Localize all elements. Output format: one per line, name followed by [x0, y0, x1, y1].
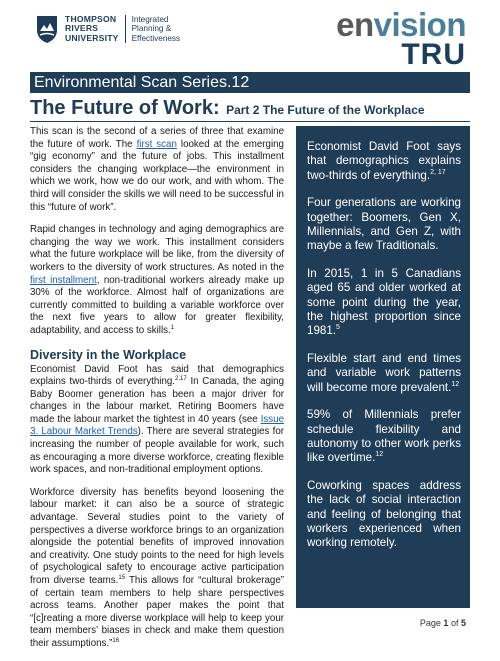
tru-logo — [34, 14, 180, 44]
first-scan-link[interactable]: first scan — [136, 138, 177, 150]
tru-emblem-icon — [34, 14, 60, 44]
page-number: Page 1 of 5 — [419, 618, 466, 628]
main-column — [30, 126, 284, 661]
sidebar-fact: Economist David Foot says that demographics explains two-thirds of everything.$^{2, 17}$ — [307, 140, 461, 182]
title-rule — [30, 121, 470, 122]
sidebar-fact: Coworking spaces address the lack of social interaction and feeling of belonging that workers experienced when working remotely. — [307, 478, 461, 550]
sidebar-fact: Flexible start and end times and variable work patterns will become more prevalent.$^{12}$ — [307, 351, 461, 394]
title-main: The Future of Work: — [30, 97, 220, 119]
intro-paragraph: This scan is the second of a series of three that examine the future of work. The first scan looked at the emerging “gig economy” and the future of jobs. This installment considers the changing workplace—the environment in which we work, how we do our work, and with whom. The third will consider the skills we will need to be successful in this “future of work”. — [30, 126, 284, 213]
logo-divider — [125, 15, 126, 43]
page-title — [30, 97, 470, 120]
benefits-paragraph: Workforce diversity has benefits beyond loosening the labour market: it can also be a source of strategic advantage. Several studies point to the variety of perspectives a diverse workforce brings to an organization alongside the potential benefits of improved innovation and creativity. One study points to the need for high levels of psychological safety to encourage active participation from diverse teams.$^{15}$ This allows for “cultural brokerage” of certain team members to help share perspectives across teams. Another paper makes the point that “[c]reating a more diverse workplace will help to keep your team members’ biases in check and make them question their assumptions.”$^{16}$ — [30, 486, 284, 649]
sidebar-fact: Four generations are working together: Boomers, Gen X, Millennials, and Gen Z, with maybe a few Traditionals. — [307, 196, 461, 253]
issue3-link[interactable]: Issue 3. Labour Market Trends — [30, 413, 284, 438]
unit-name: Integrated Planning & Effectiveness — [131, 14, 181, 43]
envision-tru-logo: envision TRU — [336, 6, 466, 71]
page-header — [0, 0, 500, 70]
facts-sidebar — [296, 126, 470, 608]
diversity-paragraph: Economist David Foot has said that demographics explains two-thirds of everything.$^{2,17}$ In Canada, the aging Baby Boomer generation has been a major driver for changes in the labour market. Retiring Boomers have made the labour market the tightest in 40 years (see Issue 3. Labour Market Trends). There are several strategies for increasing the number of people available for work, such as encouraging a more diverse workforce, creating flexible work spaces, and non-traditional employment options. — [30, 363, 285, 476]
first-installment-link[interactable]: first installment — [30, 274, 97, 286]
diversity-heading: Diversity in the Workplace — [30, 347, 187, 362]
sidebar-fact: 59% of Millennials prefer schedule flexibility and autonomy to other work perks like overtime.$^{12}$ — [307, 408, 461, 465]
context-paragraph: Rapid changes in technology and aging demographics are changing the way we work. This installment considers what the future workplace will be like, from the diversity of workers to the diversity of work structures. As noted in the first installment, non-traditional workers already make up 30% of the workforce. Almost half of organizations are currently committed to building a variable workforce over the next five years to allow for greater flexibility, adaptability, and access to skills.$^1$ — [30, 224, 284, 336]
title-part: Part 2 The Future of the Workplace — [226, 103, 425, 117]
sidebar-fact: In 2015, 1 in 5 Canadians aged 65 and older worked at some point during the year, the highest proportion since 1981.$^5$ — [307, 266, 461, 338]
tru-wordmark: THOMPSON RIVERS UNIVERSITY — [65, 13, 119, 43]
series-title-bar: Environmental Scan Series.12 — [30, 72, 470, 93]
